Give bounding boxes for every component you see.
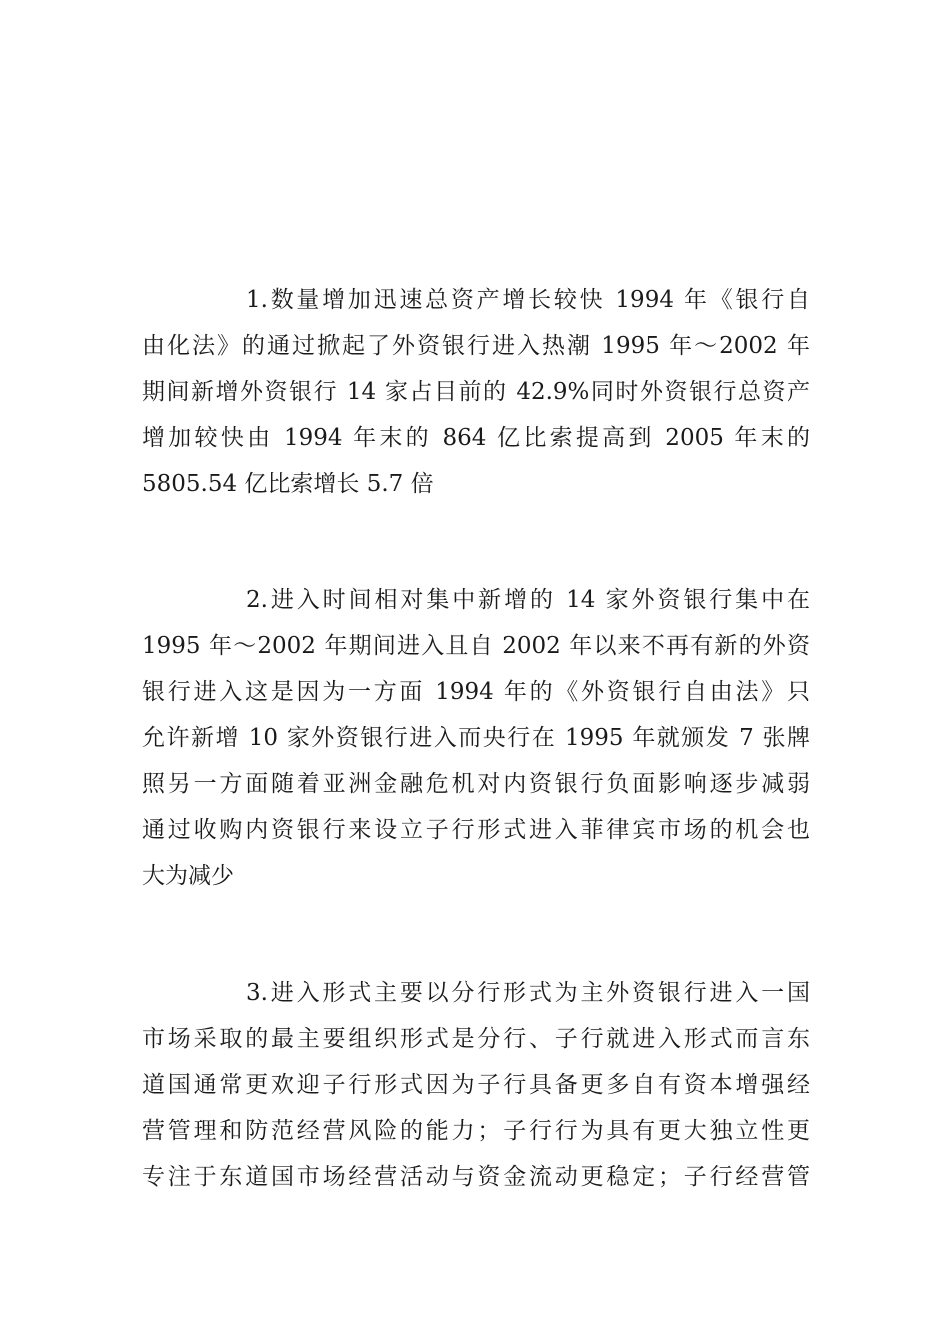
paragraph-line: 专注于东道国市场经营活动与资金流动更稳定；子行经营管 bbox=[142, 1164, 810, 1190]
paragraph-line: 银行进入这是因为一方面 1994 年的《外资银行自由法》只 bbox=[142, 679, 810, 705]
paragraph-line: 道国通常更欢迎子行形式因为子行具备更多自有资本增强经 bbox=[142, 1072, 810, 1098]
paragraph-line: 照另一方面随着亚洲金融危机对内资银行负面影响逐步减弱 bbox=[142, 771, 810, 797]
paragraph-line: 市场采取的最主要组织形式是分行、子行就进入形式而言东 bbox=[142, 1026, 810, 1052]
paragraph-line: 由化法》的通过掀起了外资银行进入热潮 1995 年～2002 年 bbox=[142, 333, 810, 359]
paragraph-line: 1.数量增加迅速总资产增长较快 1994 年《银行自 bbox=[246, 287, 810, 313]
paragraph-2 bbox=[142, 577, 810, 899]
paragraph-line: 允许新增 10 家外资银行进入而央行在 1995 年就颁发 7 张牌 bbox=[142, 725, 810, 751]
paragraph-line: 期间新增外资银行 14 家占目前的 42.9%同时外资银行总资产 bbox=[142, 379, 810, 405]
paragraph-line: 2.进入时间相对集中新增的 14 家外资银行集中在 bbox=[246, 587, 810, 613]
paragraph-line: 5805.54 亿比索增长 5.7 倍 bbox=[142, 471, 434, 497]
paragraph-line: 营管理和防范经营风险的能力；子行行为具有更大独立性更 bbox=[142, 1118, 810, 1144]
paragraph-3 bbox=[142, 970, 810, 1200]
paragraph-line: 大为减少 bbox=[142, 863, 234, 889]
paragraph-1 bbox=[142, 277, 810, 507]
paragraph-line: 通过收购内资银行来设立子行形式进入菲律宾市场的机会也 bbox=[142, 817, 810, 843]
paragraph-line: 3.进入形式主要以分行形式为主外资银行进入一国 bbox=[246, 980, 810, 1006]
paragraph-line: 1995 年～2002 年期间进入且自 2002 年以来不再有新的外资 bbox=[142, 633, 810, 659]
paragraph-line: 增加较快由 1994 年末的 864 亿比索提高到 2005 年末的 bbox=[142, 425, 810, 451]
